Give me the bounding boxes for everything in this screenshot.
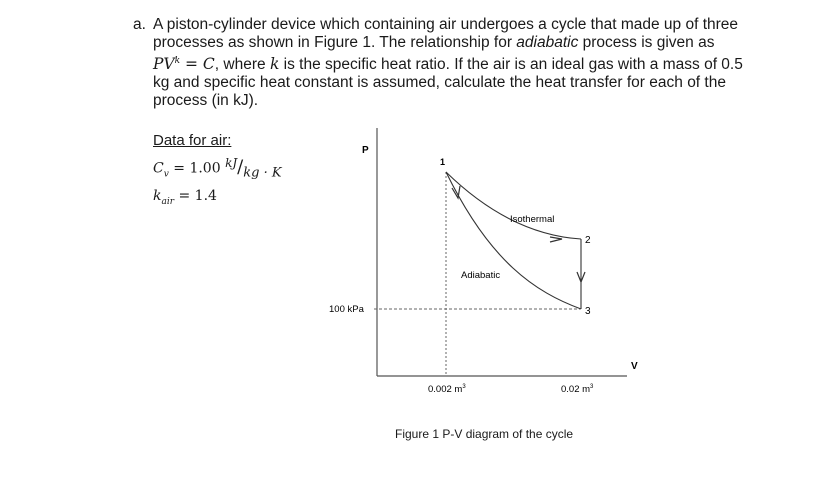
pressure-label: 100 kPa [329, 304, 364, 315]
v2-label: 0.02 $m^3$ [561, 384, 594, 395]
problem-text: A piston-cylinder device which containing air undergoes a cycle that made up of three processes as shown in Figure 1. The relationship for adiabatic process is given as $PV^k = C$, where k is the specific heat ratio. If the air is an ideal gas with a mass of 0.5 kg and specific heat constant is assumed, calculate the heat transfer for each of the process (in kJ). [153, 16, 743, 110]
figure-caption: Figure 1 P-V diagram of the cycle [395, 427, 574, 441]
p-axis-label: P [362, 145, 369, 156]
point-3-label: 3 [585, 306, 591, 317]
point-1-label: 1 [440, 157, 446, 167]
isothermal-curve [446, 172, 581, 239]
k-air-equation: $k_{air} = 1.4$ [153, 188, 217, 207]
isothermal-arrow-icon [550, 237, 562, 242]
cv-equation: $C_v = 1.00$ $^{kJ}/_{kg \cdot K}$ [153, 156, 282, 181]
problem-label: a. [133, 16, 146, 33]
adiabatic-word: adiabatic [516, 34, 579, 51]
adiabatic-curve [446, 172, 581, 309]
v-axis-label: V [631, 361, 638, 372]
isothermal-label: Isothermal [510, 214, 555, 225]
v1-label: 0.002 $m^3$ [428, 384, 466, 395]
point-2-label: 2 [585, 235, 591, 246]
data-title: Data for air: [153, 132, 232, 149]
adiabatic-label: Adiabatic [461, 270, 501, 281]
adiabatic-relation: $PV^k = C$ [153, 55, 215, 74]
